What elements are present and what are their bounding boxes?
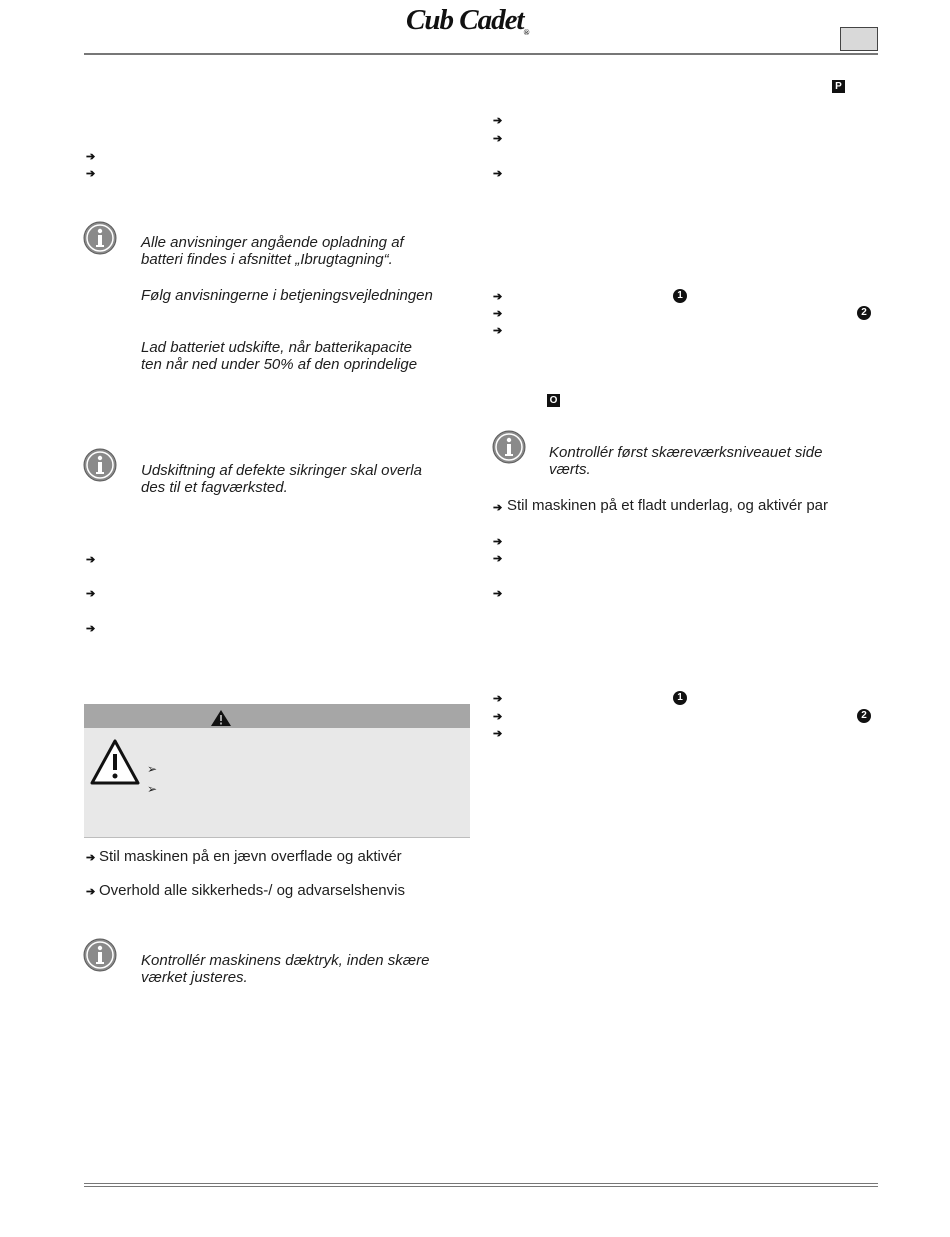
info-text: Kontrollér først skæreværksniveauet side: [549, 444, 823, 461]
brand-logo: [406, 4, 576, 37]
arrow-right-icon: ➔: [86, 588, 96, 600]
arrow-right-icon: ➔: [493, 693, 503, 705]
info-icon: [83, 221, 117, 255]
arrow-right-icon: ➔: [493, 502, 503, 514]
arrow-right-icon: ➔: [493, 133, 503, 145]
warning-triangle-icon: [210, 709, 232, 727]
info-text: batteri findes i afsnittet „Ibrugtagning“.: [141, 251, 393, 268]
info-text: Alle anvisninger angående opladning af: [141, 234, 404, 251]
arrow-right-icon: ➔: [493, 308, 503, 320]
info-text: Kontrollér maskinens dæktryk, inden skære: [141, 952, 430, 969]
step-text: Stil maskinen på et fladt underlag, og aktivér par: [507, 497, 829, 514]
arrow-right-icon: ➔: [86, 852, 96, 864]
callout-number: 1: [673, 691, 687, 705]
callout-number: 2: [857, 306, 871, 320]
registered-mark: ®: [523, 28, 529, 37]
arrow-right-icon: ➔: [86, 623, 96, 635]
arrow-right-icon: ➔: [86, 168, 96, 180]
arrow-right-icon: ➔: [493, 536, 503, 548]
info-icon: [492, 430, 526, 464]
info-text: Lad batteriet udskifte, når batterikapacite: [141, 339, 412, 356]
info-text: Udskiftning af defekte sikringer skal overla: [141, 462, 422, 479]
step-text: Overhold alle sikkerheds-/ og advarselshenvis: [99, 882, 405, 899]
warning-body: [84, 728, 470, 838]
header-rule: [84, 53, 878, 55]
info-text: des til et fagværksted.: [141, 479, 288, 496]
footer-rule: [84, 1183, 878, 1184]
callout-number: 2: [857, 709, 871, 723]
arrow-right-icon: ➔: [493, 728, 503, 740]
chevron-right-icon: ➢: [147, 762, 158, 776]
arrow-right-icon: ➔: [86, 886, 96, 898]
footer-rule: [84, 1186, 878, 1187]
info-text: værket justeres.: [141, 969, 248, 986]
step-text: Stil maskinen på en jævn overflade og aktivér: [99, 848, 402, 865]
arrow-right-icon: ➔: [86, 151, 96, 163]
chevron-right-icon: ➢: [147, 782, 158, 796]
info-text: Følg anvisningerne i betjeningsvejledningen: [141, 287, 433, 304]
arrow-right-icon: ➔: [493, 115, 503, 127]
arrow-right-icon: ➔: [493, 711, 503, 723]
info-icon: [83, 938, 117, 972]
warning-header: [84, 704, 470, 728]
arrow-right-icon: ➔: [493, 168, 503, 180]
arrow-right-icon: ➔: [86, 554, 96, 566]
o-marker: O: [547, 394, 560, 407]
brand-name: Cub Cadet: [406, 4, 524, 36]
language-tab: [840, 27, 878, 51]
callout-number: 1: [673, 289, 687, 303]
arrow-right-icon: ➔: [493, 291, 503, 303]
arrow-right-icon: ➔: [493, 553, 503, 565]
arrow-right-icon: ➔: [493, 588, 503, 600]
info-text: ten når ned under 50% af den oprindelige: [141, 356, 418, 373]
info-text: værts.: [549, 461, 591, 478]
warning-triangle-icon: [89, 738, 141, 786]
parking-marker: P: [832, 80, 845, 93]
arrow-right-icon: ➔: [493, 325, 503, 337]
info-icon: [83, 448, 117, 482]
